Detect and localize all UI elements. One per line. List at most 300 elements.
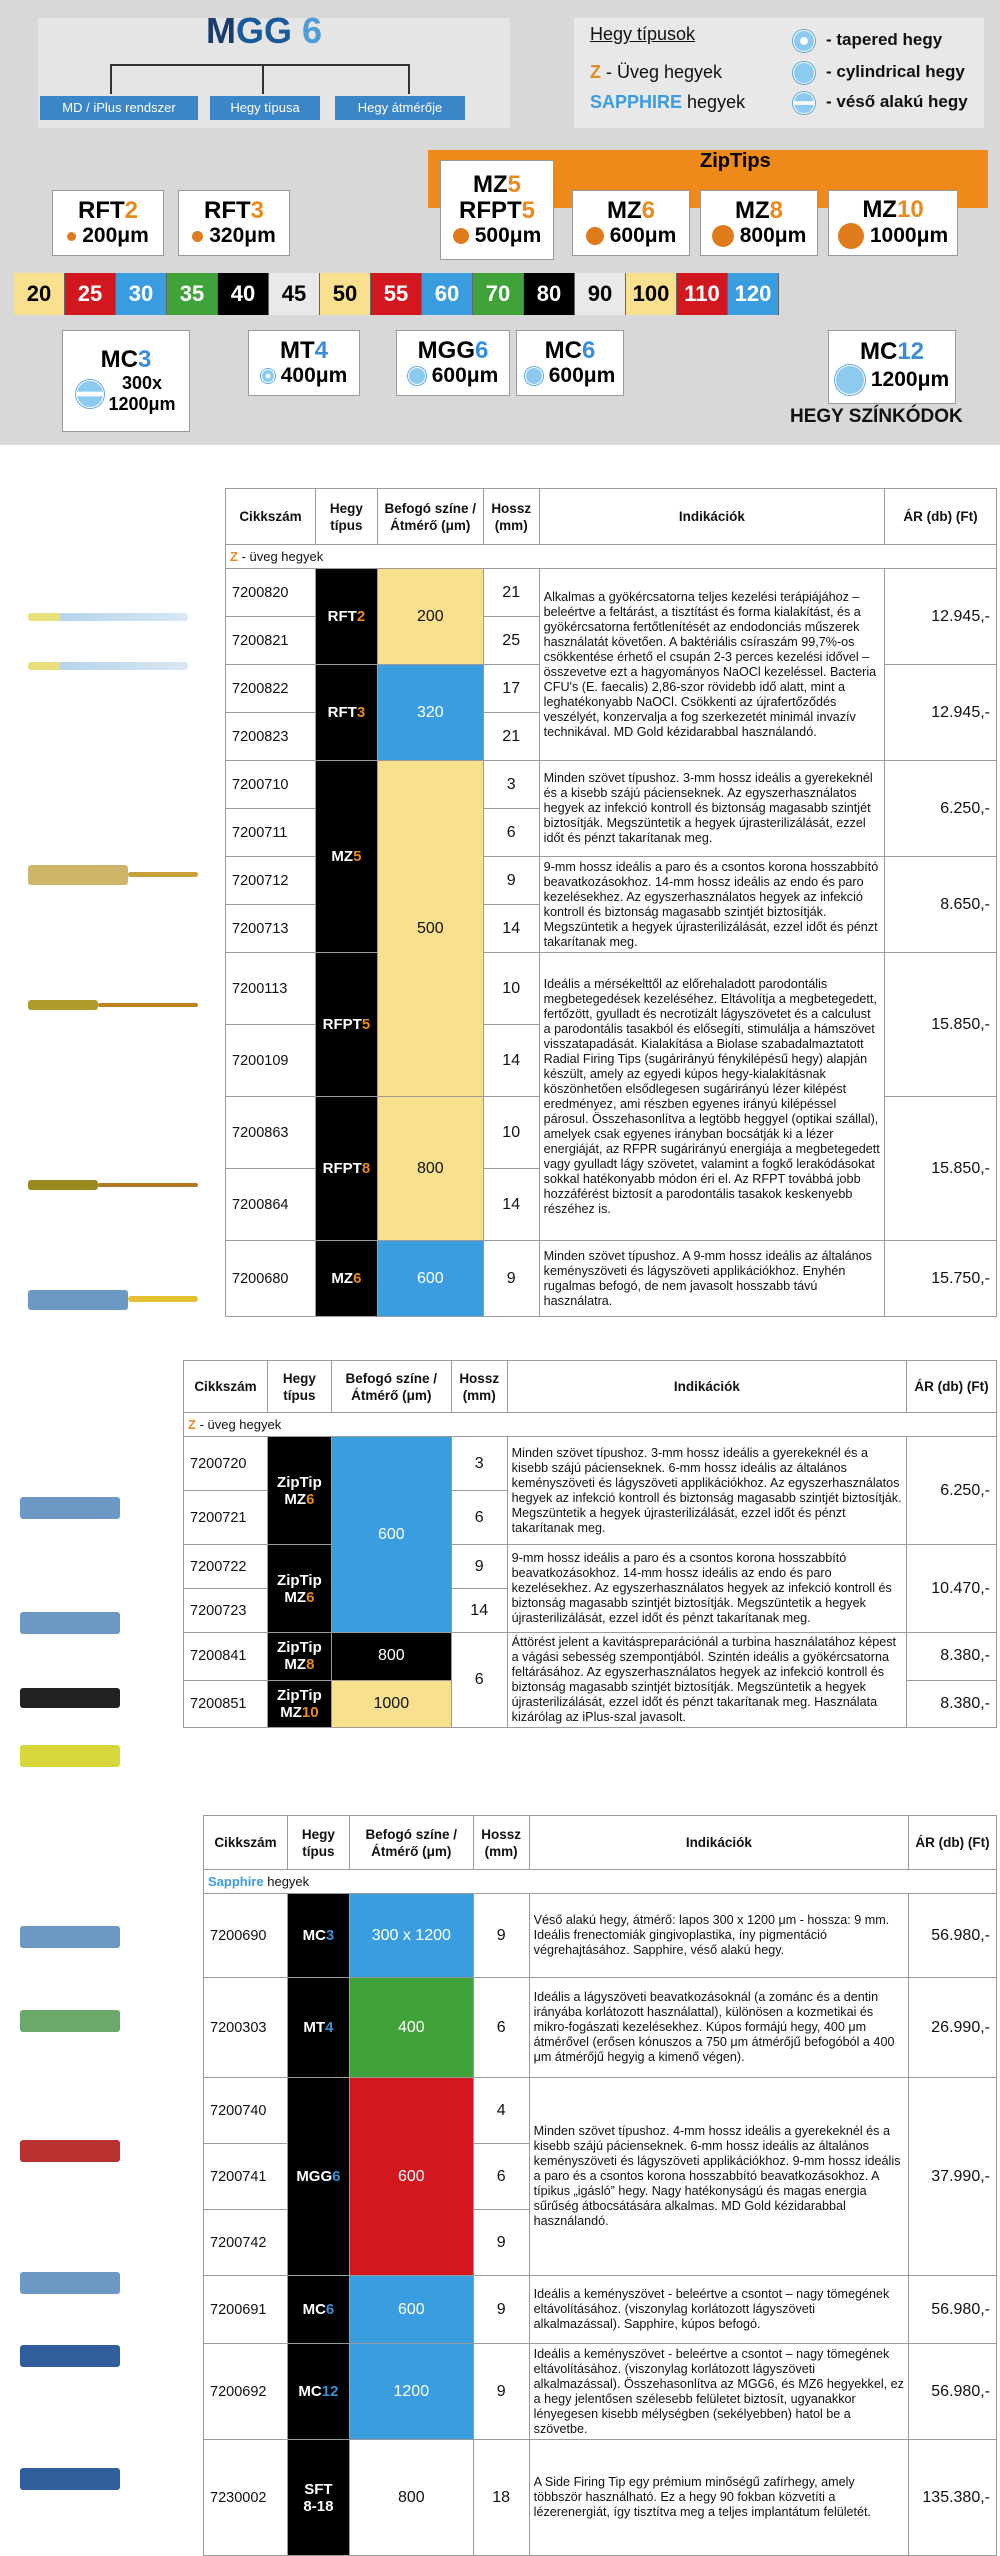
mz5-box bbox=[440, 160, 554, 260]
holder-color-cell: 600 bbox=[349, 2078, 473, 2276]
table-row bbox=[184, 1545, 997, 1589]
tip-type: RFPT bbox=[322, 1160, 362, 1177]
mc3-box bbox=[62, 330, 190, 432]
laser-tip-image bbox=[20, 2272, 120, 2294]
mz5-num: 5 bbox=[507, 171, 521, 198]
tip-type: MT bbox=[303, 2019, 326, 2036]
rft3-num: 3 bbox=[250, 197, 264, 224]
col-header-length: Hossz (mm) bbox=[473, 1816, 529, 1870]
mz6-box bbox=[572, 190, 690, 256]
model-bracket-mid bbox=[262, 64, 264, 94]
mz10-size: 1000μm bbox=[869, 224, 949, 247]
price-cell: 8.380,- bbox=[907, 1633, 997, 1681]
holder-color-cell: 320 bbox=[377, 665, 483, 761]
mz10-box bbox=[828, 190, 958, 256]
item-code: 7200723 bbox=[184, 1589, 268, 1633]
holder-color-cell: 1200 bbox=[349, 2344, 473, 2440]
price-cell: 15.750,- bbox=[885, 1241, 997, 1317]
tip-num: 6 bbox=[353, 1270, 362, 1287]
length-cell: 14 bbox=[451, 1589, 507, 1633]
holder-color-cell: 600 bbox=[349, 2276, 473, 2344]
item-code: 7200710 bbox=[226, 761, 316, 809]
laser-tip-image bbox=[28, 1180, 98, 1190]
laser-tip-image bbox=[20, 2140, 120, 2162]
model-bracket bbox=[110, 64, 410, 94]
color-scale-cell: 120 bbox=[728, 273, 779, 315]
model-title-gg: GG bbox=[236, 10, 293, 51]
col-header-indications: Indikációk bbox=[507, 1361, 906, 1413]
item-code: 7200822 bbox=[226, 665, 316, 713]
tip-num: 6 bbox=[306, 1588, 315, 1606]
length-cell: 3 bbox=[451, 1437, 507, 1491]
item-code: 7200720 bbox=[184, 1437, 268, 1491]
item-code: 7200851 bbox=[184, 1680, 268, 1728]
length-cell: 10 bbox=[483, 1097, 539, 1169]
tip-type: MC bbox=[302, 1927, 326, 1944]
tip-diameter-label: Hegy átmérője bbox=[335, 96, 465, 120]
model-title-6: 6 bbox=[292, 10, 323, 51]
tapered-dot-icon bbox=[67, 232, 76, 241]
table-row bbox=[226, 1241, 997, 1317]
holder-color-cell: 800 bbox=[377, 1097, 483, 1241]
cylindrical-tip-icon bbox=[835, 365, 865, 395]
tip-num: 8 bbox=[306, 1656, 315, 1674]
sapphire-tips-table bbox=[203, 1815, 997, 2556]
section-z-label: Z bbox=[230, 549, 238, 564]
sapphire-label: SAPPHIRE bbox=[590, 92, 683, 112]
length-cell: 18 bbox=[473, 2440, 529, 2556]
tapered-dot-icon bbox=[712, 225, 734, 247]
ziptips-label: ZipTips bbox=[700, 150, 771, 172]
table-header-row bbox=[204, 1816, 997, 1870]
holder-color-cell: 200 bbox=[377, 569, 483, 665]
item-code: 7200741 bbox=[204, 2144, 288, 2210]
indication-cell: Ideális a keményszövet - beleértve a csontot – nagy tömegének eltávolításához. (viszonylag korlátozott lágyszöveti alkalmazással). Sapphire, kúpos befogó. bbox=[529, 2276, 908, 2344]
indication-cell: Minden szövet típushoz. A 9-mm hossz ideális az általános keményszöveti és lágyszöveti applikációkhoz. Enyhén rugalmas befogó, de nem javasolt hosszabb távú használatra. bbox=[539, 1241, 884, 1317]
color-scale-cell: 100 bbox=[626, 273, 677, 315]
tip-num: 6 bbox=[332, 2168, 341, 2185]
tip-type-cell bbox=[287, 1978, 349, 2078]
mt4-size: 400μm bbox=[280, 364, 348, 387]
tapered-dot-icon bbox=[838, 223, 864, 249]
col-header-price: ÁR (db) (Ft) bbox=[885, 489, 997, 545]
tip-model: MZ bbox=[280, 1703, 302, 1721]
laser-tip-image bbox=[98, 1003, 198, 1007]
laser-tip-image bbox=[28, 613, 188, 621]
mt4-num: 4 bbox=[314, 337, 328, 364]
mc12-box bbox=[828, 330, 956, 404]
color-codes-title: HEGY SZÍNKÓDOK bbox=[790, 406, 963, 427]
mz10-num: 10 bbox=[896, 196, 924, 223]
mc12-num: 12 bbox=[897, 338, 925, 365]
price-cell: 12.945,- bbox=[885, 569, 997, 665]
tip-type-cell bbox=[287, 1894, 349, 1978]
tapered-tip-icon bbox=[261, 369, 275, 383]
length-cell: 25 bbox=[483, 617, 539, 665]
mz5-size: 500μm bbox=[474, 224, 542, 247]
item-code: 7200864 bbox=[226, 1169, 316, 1241]
table-row bbox=[226, 953, 997, 1025]
tip-model: MZ bbox=[284, 1656, 307, 1674]
mc3-name: MC bbox=[100, 346, 138, 373]
mz8-size: 800μm bbox=[739, 224, 807, 247]
tapered-dot-icon bbox=[586, 227, 604, 245]
col-header-type: Hegy típus bbox=[315, 489, 377, 545]
table-row bbox=[184, 1633, 997, 1681]
length-cell: 21 bbox=[483, 569, 539, 617]
color-scale-cell: 110 bbox=[677, 273, 728, 315]
length-cell: 17 bbox=[483, 665, 539, 713]
holder-color-cell: 800 bbox=[349, 2440, 473, 2556]
tip-num: 10 bbox=[301, 1703, 319, 1721]
item-code: 7200742 bbox=[204, 2210, 288, 2276]
col-header-code: Cikkszám bbox=[184, 1361, 268, 1413]
col-header-color: Befogó színe / Átmérő (μm) bbox=[349, 1816, 473, 1870]
col-header-price: ÁR (db) (Ft) bbox=[909, 1816, 997, 1870]
rft3-name: RFT bbox=[203, 197, 251, 224]
price-cell: 6.250,- bbox=[907, 1437, 997, 1545]
price-cell: 56.980,- bbox=[909, 2344, 997, 2440]
tip-type: ZipTip bbox=[277, 1473, 322, 1491]
col-header-type: Hegy típus bbox=[267, 1361, 331, 1413]
item-code: 7200820 bbox=[226, 569, 316, 617]
length-cell: 9 bbox=[483, 1241, 539, 1317]
color-scale-cell: 40 bbox=[218, 273, 269, 315]
tip-type-cell bbox=[315, 953, 377, 1097]
holder-color-cell: 800 bbox=[331, 1633, 451, 1681]
holder-color-cell: 600 bbox=[331, 1437, 451, 1633]
rft2-name: RFT bbox=[77, 197, 125, 224]
length-cell: 9 bbox=[483, 857, 539, 905]
rft3-box bbox=[178, 190, 290, 256]
mz6-num: 6 bbox=[641, 197, 655, 224]
holder-color-cell: 300 x 1200 bbox=[349, 1894, 473, 1978]
tip-type: RFT bbox=[327, 608, 357, 625]
price-cell: 12.945,- bbox=[885, 665, 997, 761]
col-header-color: Befogó színe / Átmérő (μm) bbox=[377, 489, 483, 545]
cylindrical-tip-icon bbox=[525, 367, 543, 385]
laser-tip-image bbox=[20, 1926, 120, 1948]
tip-num: 12 bbox=[321, 2383, 339, 2400]
md-system-label: MD / iPlus rendszer bbox=[40, 96, 198, 120]
laser-tip-image bbox=[28, 865, 128, 885]
price-cell: 15.850,- bbox=[885, 953, 997, 1097]
tip-num: 2 bbox=[356, 608, 366, 625]
length-cell: 10 bbox=[483, 953, 539, 1025]
indication-cell: Véső alakú hegy, átmérő: lapos 300 x 1200 μm - hossza: 9 mm. Ideális frenectomiák gingivoplastika, íny pigmentáció végrehajtásához. Sapphire, véső alakú hegy. bbox=[529, 1894, 908, 1978]
price-cell: 8.650,- bbox=[885, 857, 997, 953]
item-code: 7200740 bbox=[204, 2078, 288, 2144]
mt4-box bbox=[248, 330, 360, 396]
glass-tips-legend bbox=[590, 62, 722, 83]
tip-type: ZipTip bbox=[277, 1571, 322, 1589]
col-header-code: Cikkszám bbox=[204, 1816, 288, 1870]
laser-tip-image bbox=[20, 2468, 120, 2490]
mz8-num: 8 bbox=[769, 197, 783, 224]
length-cell: 6 bbox=[451, 1491, 507, 1545]
mgg6-size: 600μm bbox=[431, 364, 499, 387]
tip-type-cell bbox=[315, 569, 377, 665]
col-header-length: Hossz (mm) bbox=[483, 489, 539, 545]
mc12-size: 1200μm bbox=[870, 368, 950, 391]
item-code: 7200712 bbox=[226, 857, 316, 905]
length-cell: 21 bbox=[483, 713, 539, 761]
length-cell: 14 bbox=[483, 905, 539, 953]
laser-tip-image bbox=[128, 1296, 198, 1302]
section-sapphire-label: Sapphire bbox=[208, 1874, 264, 1889]
indication-cell: Minden szövet típushoz. 3-mm hossz ideális a gyerekeknél és a kisebb szájú pácienseknek. Az egyszerhasználatos hegyek az infekció kontroll és biztonság magasabb szintjét biztosítják. Megszüntetik a hegyek újrasterilizálását, ezzel időt és pénzt takarítanak meg. bbox=[539, 761, 884, 857]
item-code: 7200113 bbox=[226, 953, 316, 1025]
mgg6-name: MGG bbox=[417, 337, 475, 364]
tip-type-cell bbox=[287, 2078, 349, 2276]
mz8-name: MZ bbox=[734, 197, 770, 224]
tip-type-cell bbox=[267, 1545, 331, 1633]
laser-tip-image bbox=[28, 1000, 98, 1010]
rfpt5-name: RFPT bbox=[458, 197, 522, 224]
table-header-row bbox=[184, 1361, 997, 1413]
laser-tip-image bbox=[98, 1183, 198, 1187]
tip-num: 6 bbox=[306, 1490, 315, 1508]
col-header-indications: Indikációk bbox=[529, 1816, 908, 1870]
col-header-length: Hossz (mm) bbox=[451, 1361, 507, 1413]
ziptips-table bbox=[183, 1360, 997, 1728]
tip-type-cell bbox=[287, 2344, 349, 2440]
tip-types-title: Hegy típusok bbox=[590, 24, 696, 44]
cylindrical-tip-icon bbox=[408, 367, 426, 385]
tip-type-cell bbox=[287, 2440, 349, 2556]
chisel-tip-icon bbox=[76, 380, 104, 408]
mc12-name: MC bbox=[859, 338, 898, 365]
item-code: 7200690 bbox=[204, 1894, 288, 1978]
indication-cell: Ideális a mérsékelttől az előrehaladott parodontális megbetegedések kezeléséhez. Eltávolítja a megbetegedett, fertőzött, gyulladt és necrotizált lágyszövetet és a calculust a parodontális tasakból és elősegíti, stimulálja a hámszövet visszatapadását. Kialakítása a Biolase szabadalmaztatott Radial Firing Tips (sugárirányú fénykilépésű hegy) alapján készült, amely az egyedi kúpos hegy-kialakításnak köszönhetően elsődlegesen sugárirányú lézer kilépést eredményez, ami részben egyenes irányú kilépéssel párosul. Összehasonlítva a legtöbb heggyel (optikai szállal), amelyek csak egyenes irányban bocsátják ki a lézer energiáját, az RFPR sugárirányú energiája a megbetegedett vagy gyulladt lágy szövetet, valamint a fogkő lerakódásokat sokkal hatékonyabb módon éri el. Az RFPT továbbá jobb hozzáférést biztosít a parodontális tasakok keskenyebb részéhez is. bbox=[539, 953, 884, 1241]
tip-model: MZ bbox=[284, 1490, 307, 1508]
table-row bbox=[184, 1437, 997, 1491]
mc3-num: 3 bbox=[137, 346, 152, 373]
mc6-name: MC bbox=[544, 337, 582, 364]
mgg6-num: 6 bbox=[474, 337, 489, 364]
length-cell: 6 bbox=[473, 1978, 529, 2078]
cylindrical-legend-text: - cylindrical hegy bbox=[826, 62, 965, 81]
color-scale-cell: 80 bbox=[524, 273, 575, 315]
tip-num: 4 bbox=[325, 2019, 334, 2036]
price-cell: 26.990,- bbox=[909, 1978, 997, 2078]
section-label: hegyek bbox=[263, 1874, 310, 1889]
table-row bbox=[226, 569, 997, 617]
tip-type: ZipTip bbox=[277, 1686, 322, 1704]
mz10-name: MZ bbox=[862, 196, 897, 223]
tip-type: RFPT bbox=[322, 1016, 362, 1033]
rfpt5-num: 5 bbox=[521, 197, 536, 224]
item-code: 7200692 bbox=[204, 2344, 288, 2440]
length-cell: 14 bbox=[483, 1025, 539, 1097]
tip-type: SFT bbox=[304, 2480, 333, 2498]
color-scale-cell: 30 bbox=[116, 273, 167, 315]
tip-type: RFT bbox=[327, 704, 357, 721]
color-scale-cell: 45 bbox=[269, 273, 320, 315]
laser-tip-image bbox=[20, 1612, 120, 1634]
length-cell: 9 bbox=[451, 1545, 507, 1589]
glass-tips-table bbox=[225, 488, 997, 1317]
item-code: 7200823 bbox=[226, 713, 316, 761]
price-cell: 37.990,- bbox=[909, 2078, 997, 2276]
item-code: 7200863 bbox=[226, 1097, 316, 1169]
section-z-label: Z bbox=[188, 1417, 196, 1432]
mz5-name: MZ bbox=[472, 171, 508, 198]
tip-type: MC bbox=[298, 2383, 322, 2400]
mc6-box bbox=[516, 330, 624, 396]
table-row bbox=[204, 2440, 997, 2556]
length-cell: 6 bbox=[451, 1633, 507, 1728]
z-label: Z bbox=[590, 62, 601, 82]
rft2-box bbox=[52, 190, 164, 256]
tip-num: 3 bbox=[356, 704, 366, 721]
tip-type: MGG bbox=[296, 2168, 333, 2185]
mc3-size-1: 300x bbox=[121, 373, 163, 393]
section-row bbox=[226, 545, 997, 569]
section-label: - üveg hegyek bbox=[195, 1417, 282, 1432]
color-scale-cell: 55 bbox=[371, 273, 422, 315]
length-cell: 9 bbox=[473, 2210, 529, 2276]
rft3-size: 320μm bbox=[209, 224, 276, 247]
model-title bbox=[206, 10, 322, 52]
price-cell: 56.980,- bbox=[909, 1894, 997, 1978]
item-code: 7200721 bbox=[184, 1491, 268, 1545]
color-scale-cell: 60 bbox=[422, 273, 473, 315]
indication-cell: Áttörést jelent a kavitáspreparációnál a turbina használatához képest a vágási sebesség szempontjából. Szintén ideális a gyökércsatorna feltárásához. Az egyszerhasználatos hegyek az infekció kontroll és biztonság magasabb szintjét biztosítják. Megszüntetik a hegyek újrasterilizálását, ezzel időt és pénzt takarítanak meg. Használata kizárólag az iPlus-szal javasolt. bbox=[507, 1633, 906, 1728]
holder-color-cell: 1000 bbox=[331, 1680, 451, 1728]
rft2-num: 2 bbox=[124, 197, 138, 224]
color-scale-cell: 35 bbox=[167, 273, 218, 315]
chisel-tip-icon bbox=[793, 92, 815, 114]
item-code: 7200821 bbox=[226, 617, 316, 665]
price-cell: 10.470,- bbox=[907, 1545, 997, 1633]
indication-cell: Minden szövet típushoz. 3-mm hossz ideális a gyerekeknél és a kisebb szájú pácienseknek. 6-mm hossz ideális az általános keményszöveti és lágyszöveti applikációkhoz. Az egyszerhasználatos hegyek az infekció kontroll és biztonság magasabb szintjét biztosítják. Megszüntetik a hegyek újrasterilizálását, ezzel időt és pénzt takarítanak meg. bbox=[507, 1437, 906, 1545]
tapered-dot-icon bbox=[453, 228, 469, 244]
price-cell: 15.850,- bbox=[885, 1097, 997, 1241]
item-code: 7200841 bbox=[184, 1633, 268, 1681]
tip-type-cell bbox=[315, 665, 377, 761]
length-cell: 6 bbox=[483, 809, 539, 857]
tip-type: ZipTip bbox=[277, 1639, 322, 1657]
col-header-indications: Indikációk bbox=[539, 489, 884, 545]
length-cell: 3 bbox=[483, 761, 539, 809]
mgg6-box bbox=[396, 330, 510, 396]
col-header-price: ÁR (db) (Ft) bbox=[907, 1361, 997, 1413]
table-row bbox=[204, 2078, 997, 2144]
tip-num: 5 bbox=[353, 848, 362, 865]
tapered-dot-icon bbox=[192, 231, 203, 242]
tip-model: MZ bbox=[284, 1588, 307, 1606]
color-scale-cell: 25 bbox=[65, 273, 116, 315]
item-code: 7200691 bbox=[204, 2276, 288, 2344]
color-scale-cell: 70 bbox=[473, 273, 524, 315]
item-code: 7200713 bbox=[226, 905, 316, 953]
length-cell: 9 bbox=[473, 2276, 529, 2344]
length-cell: 14 bbox=[483, 1169, 539, 1241]
table-row bbox=[204, 2276, 997, 2344]
tip-num: 3 bbox=[325, 1927, 335, 1944]
laser-tip-image bbox=[20, 1497, 120, 1519]
price-cell: 56.980,- bbox=[909, 2276, 997, 2344]
cylindrical-tip-icon bbox=[793, 62, 815, 84]
tip-type-cell bbox=[287, 2276, 349, 2344]
tip-type-cell bbox=[267, 1437, 331, 1545]
col-header-type: Hegy típus bbox=[287, 1816, 349, 1870]
tip-num: 8-18 bbox=[303, 2497, 334, 2515]
laser-tip-image bbox=[20, 2010, 120, 2032]
tip-type: MZ bbox=[331, 1270, 354, 1287]
price-cell: 6.250,- bbox=[885, 761, 997, 857]
rft2-size: 200μm bbox=[82, 224, 149, 247]
indication-cell: Ideális a keményszövet - beleértve a csontot – nagy tömegének eltávolításához. (viszonylag korlátozott lágyszöveti alkalmazással). Összehasonlítva az MGG6, és MZ6 hegyekkel, ez a hegy jelentősen szélesebb felületet biztosít, ugyanakkor lényegesen kisebb mélységben (sekélyebben) hatol be a szövetbe. bbox=[529, 2344, 908, 2440]
tip-type-cell bbox=[315, 1097, 377, 1241]
color-scale-cell: 90 bbox=[575, 273, 626, 315]
holder-color-cell: 600 bbox=[377, 1241, 483, 1317]
table-header-row bbox=[226, 489, 997, 545]
table-row bbox=[204, 1894, 997, 1978]
indication-cell: 9-mm hossz ideális a paro és a csontos korona hosszabbító beavatkozásokhoz. 14-mm hossz ideális az endo és paro kezelésekhez. Az egyszerhasználatos hegyek az infekció kontroll és biztonság magasabb szintjét biztosítják. Megszüntetik a hegyek újrasterilizálását, ezzel időt és pénzt takarítanak meg. bbox=[539, 857, 884, 953]
length-cell: 6 bbox=[473, 2144, 529, 2210]
z-text: - Üveg hegyek bbox=[601, 62, 723, 82]
table-row bbox=[226, 761, 997, 809]
tip-type-cell bbox=[267, 1633, 331, 1681]
section-label: - üveg hegyek bbox=[237, 549, 324, 564]
col-header-code: Cikkszám bbox=[226, 489, 316, 545]
length-cell: 9 bbox=[473, 2344, 529, 2440]
laser-tip-image bbox=[28, 662, 188, 670]
model-title-m: M bbox=[206, 10, 236, 51]
price-cell: 8.380,- bbox=[907, 1680, 997, 1728]
price-cell: 135.380,- bbox=[909, 2440, 997, 2556]
table-row bbox=[204, 1978, 997, 2078]
sapphire-text: hegyek bbox=[682, 92, 746, 112]
tip-type-cell bbox=[315, 761, 377, 953]
mc6-num: 6 bbox=[581, 337, 596, 364]
chisel-legend-text: - véső alakú hegy bbox=[826, 92, 968, 111]
table-row bbox=[204, 2344, 997, 2440]
indication-cell: Alkalmas a gyökércsatorna teljes kezelési terápiájához – beleértve a feltárást, a tisztítást és forma kialakítást, és a gyökércsatorna fertőtlenítését az endodonciás műszerek használatát követően. A baktériális csíraszám 99,7%-os csökkentése érhető el csupán 2-3 perces kezelési idővel – összevetve ezt a hagyományos NaOCl kezeléssel. Bacteria CFU's (E. faecalis) 2,86-szor rövidebb idő alatt, mint a leghatékonyabb NaOCl. Csökkenti az újrafertőződés veszélyét, konzervalja a fog szerkezetét minimál invazív technikával. MD Gold kézidarabbal használandó. bbox=[539, 569, 884, 761]
tip-num: 5 bbox=[361, 1016, 371, 1033]
section-row bbox=[184, 1413, 997, 1437]
item-code: 7200711 bbox=[226, 809, 316, 857]
length-cell: 9 bbox=[473, 1894, 529, 1978]
indication-cell: Ideális a lágyszöveti beavatkozásoknál (a zománc és a dentin irányába korlátozott használattal), különösen a kozmetikai és mikro-fogászati kezelésekhez. Kúpos formájú hegy, 400 μm átmérővel (erősen kónuszos a 750 μm átmérőjű befogóból a 400 μm átmérőjű hegyig a kimenő végen). bbox=[529, 1978, 908, 2078]
tip-type: MC bbox=[302, 2301, 326, 2318]
length-cell: 4 bbox=[473, 2078, 529, 2144]
tip-num: 8 bbox=[361, 1160, 371, 1177]
section-row bbox=[204, 1870, 997, 1894]
mt4-name: MT bbox=[279, 337, 315, 364]
item-code: 7200303 bbox=[204, 1978, 288, 2078]
color-scale bbox=[14, 273, 779, 315]
color-scale-cell: 20 bbox=[14, 273, 65, 315]
mz6-size: 600μm bbox=[609, 224, 677, 247]
laser-tip-image bbox=[20, 2345, 120, 2367]
holder-color-cell: 400 bbox=[349, 1978, 473, 2078]
tip-type-label: Hegy típusa bbox=[210, 96, 320, 120]
color-scale-cell: 50 bbox=[320, 273, 371, 315]
item-code: 7200680 bbox=[226, 1241, 316, 1317]
laser-tip-image bbox=[128, 872, 198, 877]
tip-type-cell bbox=[267, 1680, 331, 1728]
mz6-name: MZ bbox=[606, 197, 642, 224]
tapered-legend-text: - tapered hegy bbox=[826, 30, 943, 49]
item-code: 7230002 bbox=[204, 2440, 288, 2556]
mc6-size: 600μm bbox=[548, 364, 616, 387]
item-code: 7200109 bbox=[226, 1025, 316, 1097]
indication-cell: 9-mm hossz ideális a paro és a csontos korona hosszabbító beavatkozásokhoz. 14-mm hossz ideális az endo és paro kezelésekhez. Az egyszerhasználatos hegyek az infekció kontroll és biztonság magasabb szintjét biztosítják. Megszüntetik a hegyek újrasterilizálását, ezzel időt és pénzt takarítanak meg. bbox=[507, 1545, 906, 1633]
sapphire-tips-legend bbox=[590, 92, 745, 113]
